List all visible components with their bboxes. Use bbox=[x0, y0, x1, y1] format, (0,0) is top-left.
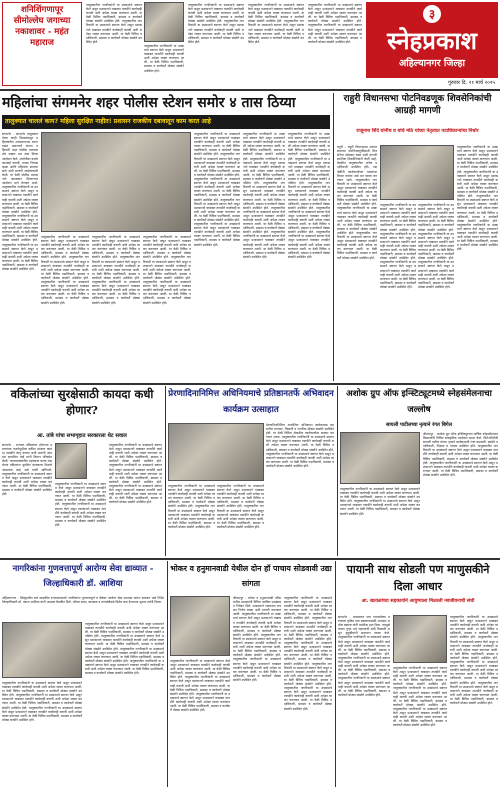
ashok-body-column-1: श्रीरामपूर - अशोक ग्रुप ऑफ इन्स्टिट्यूटच्या वार्षिक स्नेहसंमेलनात विद्यार्थ्यांनी विविध सांस्कृतिक कार्यक्रम सादर केले. सिनेअभिनेत्री सायली पाटील यांच्या नृत्याने कार्यक्रमाची रंगत वाढवली. संस्थेचे पदाधिकारी, शिक्षक व पालक उपस्थित होते. तालुक्यातील नागरिकांनी या उपक्रमाचे स्वागत केले असून प्रशासनाने याबाबत तातडीने कार्यवाही करावी अशी अपेक्षा व्यक्त करण्यात आली. या वेळी विविध पदाधिकारी, ग्रामस्थ व कार्यकर्ते मोठ्या संख्येने उपस्थित होते. तालुक्यातील नागरिकांनी या उपक्रमाचे स्वागत केले असून प्रशासनाने याबाबत तातडीने कार्यवाही करावी अशी अपेक्षा व्यक्त करण्यात आली. या वेळी विविध पदाधिकारी, ग्रामस्थ व कार्यकर्ते मोठ्या संख्येने उपस्थित होते. bbox=[423, 432, 498, 477]
top-story-column-5: तालुक्यातील नागरिकांनी या उपक्रमाचे स्वागत केले असून प्रशासनाने याबाबत तातडीने कार्यवाही करावी अशी अपेक्षा व्यक्त करण्यात आली. या वेळी विविध पदाधिकारी, ग्रामस्थ व कार्यकर्ते मोठ्या संख्येने उपस्थित होते. तालुक्यातील नागरिकांनी या उपक्रमाचे स्वागत केले असून प्रशासनाने याबाबत तातडीने कार्यवाही करावी अशी अपेक्षा व्यक्त करण्यात आली. या वेळी विविध पदाधिकारी, ग्रामस्थ व कार्यकर्ते मोठ्या संख्येने उपस्थित होते. bbox=[308, 3, 362, 44]
section-divider-v2 bbox=[337, 386, 338, 556]
page-number: ३ bbox=[428, 7, 436, 21]
lead-body-column-2: तालुक्यातील नागरिकांनी या उपक्रमाचे स्वागत केले असून प्रशासनाने याबाबत तातडीने कार्यवाही करावी अशी अपेक्षा व्यक्त करण्यात आली. या वेळी विविध पदाधिकारी, ग्रामस्थ व कार्यकर्ते मोठ्या संख्येने उपस्थित होते. तालुक्यातील नागरिकांनी या उपक्रमाचे स्वागत केले असून प्रशासनाने याबाबत तातडीने कार्यवाही करावी अशी अपेक्षा व्यक्त करण्यात आली. या वेळी विविध पदाधिकारी, ग्रामस्थ व कार्यकर्ते मोठ्या संख्येने उपस्थित होते. तालुक्यातील नागरिकांनी या उपक्रमाचे स्वागत केले असून प्रशासनाने याबाबत तातडीने कार्यवाही करावी अशी अपेक्षा व्यक्त करण्यात आली. या वेळी विविध पदाधिकारी, ग्रामस्थ व कार्यकर्ते मोठ्या संख्येने उपस्थित होते. bbox=[41, 235, 89, 305]
wakil-body-column-1: संगमनेर - राज्यात वकिलांवर होणाऱ्या हल्ल्यांच्या पार्श्वभूमीवर वकील संरक्षण कायदा तातडीने लागू करावा अशी मागणी आमदार सत्यजित तांबे यांनी विधान परिषदेत केली. न्यायव्यवस्थेतील महत्त्वाचा घटक असलेल्या वकिलांना सुरक्षित वातावरण मिळणे आवश्यक आहे असे त्यांनी सांगितले. तालुक्यातील नागरिकांनी या उपक्रमाचे स्वागत केले असून प्रशासनाने याबाबत तातडीने कार्यवाही करावी अशी अपेक्षा व्यक्त करण्यात आली. या वेळी विविध पदाधिकारी, ग्रामस्थ व कार्यकर्ते मोठ्या संख्येने उपस्थित होते. bbox=[2, 443, 52, 497]
health-photo bbox=[2, 622, 82, 678]
lead-subhead: तालुक्यात चाललं काय? महिला सुरक्षित नाहीत! प्रशासन राजकीय दबावातून काम करत आहे bbox=[5, 118, 211, 125]
masthead bbox=[366, 2, 498, 86]
bhokar-body-column-2: तालुक्यातील नागरिकांनी या उपक्रमाचे स्वागत केले असून प्रशासनाने याबाबत तातडीने कार्यवाही करावी अशी अपेक्षा व्यक्त करण्यात आली. या वेळी विविध पदाधिकारी, ग्रामस्थ व कार्यकर्ते मोठ्या संख्येने उपस्थित होते. तालुक्यातील नागरिकांनी या उपक्रमाचे स्वागत केले असून प्रशासनाने याबाबत तातडीने कार्यवाही करावी अशी अपेक्षा व्यक्त करण्यात आली. या वेळी विविध पदाधिकारी, ग्रामस्थ व कार्यकर्ते मोठ्या संख्येने उपस्थित होते. तालुक्यातील नागरिकांनी या उपक्रमाचे स्वागत केले असून प्रशासनाने याबाबत तातडीने कार्यवाही करावी अशी अपेक्षा व्यक्त करण्यात आली. या वेळी विविध पदाधिकारी, ग्रामस्थ व कार्यकर्ते मोठ्या संख्येने उपस्थित होते. तालुक्यातील नागरिकांनी या उपक्रमाचे स्वागत केले असून प्रशासनाने याबाबत तातडीने कार्यवाही करावी अशी अपेक्षा व्यक्त करण्यात आली. या वेळी विविध पदाधिकारी, ग्रामस्थ व कार्यकर्ते मोठ्या संख्येने उपस्थित होते. तालुक्यातील नागरिकांनी या उपक्रमाचे स्वागत केले असून प्रशासनाने याबाबत तातडीने कार्यवाही करावी अशी अपेक्षा व्यक्त करण्यात आली. या वेळी विविध पदाधिकारी, ग्रामस्थ व कार्यकर्ते मोठ्या संख्येने उपस्थित होते. bbox=[284, 596, 332, 711]
top-story-column-3: तालुक्यातील नागरिकांनी या उपक्रमाचे स्वागत केले असून प्रशासनाने याबाबत तातडीने कार्यवाही करावी अशी अपेक्षा व्यक्त करण्यात आली. या वेळी विविध पदाधिकारी, ग्रामस्थ व कार्यकर्ते मोठ्या संख्येने उपस्थित होते. तालुक्यातील नागरिकांनी या उपक्रमाचे स्वागत केले असून प्रशासनाने याबाबत तातडीने कार्यवाही करावी अशी अपेक्षा व्यक्त करण्यात आली. या वेळी विविध पदाधिकारी, ग्रामस्थ व कार्यकर्ते मोठ्या संख्येने उपस्थित होते. bbox=[188, 3, 244, 44]
wakil-headline: वकिलांच्या सुरक्षेसाठी कायदा कधी होणार? bbox=[10, 387, 154, 417]
bhokar-body-column-1: श्रीरामपूर - भोकर व हनुमानवाडी परिसरातील ग्रामस्थांनी विविध प्रलंबित प्रश्नांबाबत निवेदन दिले. प्रशासनाने लवकरात लवकर निर्णय घ्यावा अशी मागणी करण्यात आली. तालुक्यातील नागरिकांनी या उपक्रमाचे स्वागत केले असून प्रशासनाने याबाबत तातडीने कार्यवाही करावी अशी अपेक्षा व्यक्त करण्यात आली. या वेळी विविध पदाधिकारी, ग्रामस्थ व कार्यकर्ते मोठ्या संख्येने उपस्थित होते. तालुक्यातील नागरिकांनी या उपक्रमाचे स्वागत केले असून प्रशासनाने याबाबत तातडीने कार्यवाही करावी अशी अपेक्षा व्यक्त करण्यात आली. या वेळी विविध पदाधिकारी, ग्रामस्थ व कार्यकर्ते मोठ्या संख्येने उपस्थित होते. तालुक्यातील नागरिकांनी या उपक्रमाचे स्वागत केले असून प्रशासनाने याबाबत तातडीने कार्यवाही करावी अशी अपेक्षा व्यक्त करण्यात आली. या वेळी विविध पदाधिकारी, ग्रामस्थ व कार्यकर्ते मोठ्या संख्येने उपस्थित होते. bbox=[233, 596, 281, 682]
section-divider-v3 bbox=[167, 561, 168, 787]
water-photo bbox=[393, 615, 447, 663]
section-divider-2 bbox=[0, 558, 500, 560]
rahuri-body-column-3: तालुक्यातील नागरिकांनी या उपक्रमाचे स्वागत केले असून प्रशासनाने याबाबत तातडीने कार्यवाही करावी अशी अपेक्षा व्यक्त करण्यात आली. या वेळी विविध पदाधिकारी, ग्रामस्थ व कार्यकर्ते मोठ्या संख्येने उपस्थित होते. तालुक्यातील नागरिकांनी या उपक्रमाचे स्वागत केले असून प्रशासनाने याबाबत तातडीने कार्यवाही करावी अशी अपेक्षा व्यक्त करण्यात आली. या वेळी विविध पदाधिकारी, ग्रामस्थ व कार्यकर्ते मोठ्या संख्येने उपस्थित होते. तालुक्यातील नागरिकांनी या उपक्रमाचे स्वागत केले असून प्रशासनाने याबाबत तातडीने कार्यवाही करावी अशी अपेक्षा व्यक्त करण्यात आली. या वेळी विविध पदाधिकारी, ग्रामस्थ व कार्यकर्ते मोठ्या संख्येने उपस्थित होते. bbox=[418, 203, 454, 289]
wakil-subhead: आ. तांबे यांचा सभागृहात सरकारला थेट सवाल bbox=[37, 433, 127, 439]
section-divider-v4 bbox=[335, 561, 336, 787]
water-body-column-3: तालुक्यातील नागरिकांनी या उपक्रमाचे स्वागत केले असून प्रशासनाने याबाबत तातडीने कार्यवाही करावी अशी अपेक्षा व्यक्त करण्यात आली. या वेळी विविध पदाधिकारी, ग्रामस्थ व कार्यकर्ते मोठ्या संख्येने उपस्थित होते. तालुक्यातील नागरिकांनी या उपक्रमाचे स्वागत केले असून प्रशासनाने याबाबत तातडीने कार्यवाही करावी अशी अपेक्षा व्यक्त करण्यात आली. या वेळी विविध पदाधिकारी, ग्रामस्थ व कार्यकर्ते मोठ्या संख्येने उपस्थित होते. तालुक्यातील नागरिकांनी या उपक्रमाचे स्वागत केले असून प्रशासनाने याबाबत तातडीने कार्यवाही करावी अशी अपेक्षा व्यक्त करण्यात आली. या वेळी विविध पदाधिकारी, ग्रामस्थ व कार्यकर्ते मोठ्या संख्येने उपस्थित होते. तालुक्यातील नागरिकांनी या उपक्रमाचे स्वागत केले असून प्रशासनाने याबाबत तातडीने कार्यवाही करावी अशी अपेक्षा व्यक्त करण्यात आली. या वेळी विविध पदाधिकारी, ग्रामस्थ व कार्यकर्ते मोठ्या संख्येने उपस्थित होते. bbox=[450, 615, 498, 705]
health-body-column-1: अहिल्यानगर - जिल्ह्यातील सर्व शासकीय रुग्णालयांमध्ये नागरिकांना गुणवत्तापूर्ण व वेळेवर आरोग्य सेवा उपलब्ध करून द्याव्यात असे निर्देश जिल्हाधिकारी डॉ. पंकज आशिया यांनी आढावा बैठकीत दिले. औषध साठा, स्वच्छता व रुग्णसेवेकडे विशेष लक्ष देण्याच्या सूचना त्यांनी दिल्या. bbox=[2, 596, 164, 605]
masthead-divider bbox=[0, 89, 500, 91]
water-body-column-1: संगमनेर - अपघातात पाय गमावलेल्या तरुणाला कृत्रिम पाय बसवण्यासाठी आमदार अमोल खताळ यांनी मदतीचा हात दिला. त्यामुळे त्याला पुन्हा उभे राहण्याची संधी मिळाली असून कुटुंबीयांनी समाधान व्यक्त केले. तालुक्यातील नागरिकांनी या उपक्रमाचे स्वागत केले असून प्रशासनाने याबाबत तातडीने कार्यवाही करावी अशी अपेक्षा व्यक्त करण्यात आली. या वेळी विविध पदाधिकारी, ग्रामस्थ व कार्यकर्ते मोठ्या संख्येने उपस्थित होते. तालुक्यातील नागरिकांनी या उपक्रमाचे स्वागत केले असून प्रशासनाने याबाबत तातडीने कार्यवाही करावी अशी अपेक्षा व्यक्त करण्यात आली. या वेळी विविध पदाधिकारी, ग्रामस्थ व कार्यकर्ते मोठ्या संख्येने उपस्थित होते. तालुक्यातील नागरिकांनी या उपक्रमाचे स्वागत केले असून प्रशासनाने याबाबत तातडीने कार्यवाही करावी अशी अपेक्षा व्यक्त करण्यात आली. या वेळी विविध पदाधिकारी, ग्रामस्थ व कार्यकर्ते मोठ्या संख्येने उपस्थित होते. bbox=[338, 615, 390, 697]
rahuri-photo bbox=[380, 145, 454, 200]
rahuri-subhead: राजूनाथ शिंदे यांनीच व यांचे मोठे यांच्या नेतृत्वात पदाधिकाऱ्यांचा निर्धार bbox=[356, 129, 479, 134]
health-body-column-2: तालुक्यातील नागरिकांनी या उपक्रमाचे स्वागत केले असून प्रशासनाने याबाबत तातडीने कार्यवाही करावी अशी अपेक्षा व्यक्त करण्यात आली. या वेळी विविध पदाधिकारी, ग्रामस्थ व कार्यकर्ते मोठ्या संख्येने उपस्थित होते. तालुक्यातील नागरिकांनी या उपक्रमाचे स्वागत केले असून प्रशासनाने याबाबत तातडीने कार्यवाही करावी अशी अपेक्षा व्यक्त करण्यात आली. या वेळी विविध पदाधिकारी, ग्रामस्थ व कार्यकर्ते मोठ्या संख्येने उपस्थित होते. तालुक्यातील नागरिकांनी या उपक्रमाचे स्वागत केले असून प्रशासनाने याबाबत तातडीने कार्यवाही करावी अशी अपेक्षा व्यक्त करण्यात आली. या वेळी विविध पदाधिकारी, ग्रामस्थ व कार्यकर्ते मोठ्या संख्येने उपस्थित होते. तालुक्यातील नागरिकांनी या उपक्रमाचे स्वागत केले असून प्रशासनाने याबाबत तातडीने कार्यवाही करावी अशी अपेक्षा व्यक्त करण्यात आली. या वेळी विविध पदाधिकारी, ग्रामस्थ व कार्यकर्ते मोठ्या संख्येने उपस्थित होते. bbox=[85, 622, 164, 676]
rahuri-body-column-1: राहुरी - राहुरी विधानसभा मतदारसंघाच्या पोटनिवडणुकीसाठी शिवसेनेचा उमेदवार द्यावा अशी मागणी स्थानिक शिवसैनिकांनी केली आहे. बैठकीत तालुक्यातील अनेक पदाधिकारी उपस्थित होते. पक्षश्रेष्ठींनी कार्यकर्त्यांच्या भावनांचा विचार करावा असे मत व्यक्त करण्यात आले. तालुक्यातील नागरिकांनी या उपक्रमाचे स्वागत केले असून प्रशासनाने याबाबत तातडीने कार्यवाही करावी अशी अपेक्षा व्यक्त करण्यात आली. या वेळी विविध पदाधिकारी, ग्रामस्थ व कार्यकर्ते मोठ्या संख्येने उपस्थित होते. तालुक्यातील नागरिकांनी या उपक्रमाचे स्वागत केले असून प्रशासनाने याबाबत तातडीने कार्यवाही करावी अशी अपेक्षा व्यक्त करण्यात आली. या वेळी विविध पदाधिकारी, ग्रामस्थ व कार्यकर्ते मोठ्या संख्येने उपस्थित होते. तालुक्यातील नागरिकांनी या उपक्रमाचे स्वागत केले असून प्रशासनाने याबाबत तातडीने कार्यवाही करावी अशी अपेक्षा व्यक्त करण्यात आली. या वेळी विविध पदाधिकारी, ग्रामस्थ व कार्यकर्ते मोठ्या संख्येने उपस्थित होते. bbox=[337, 145, 377, 260]
health-body-column-3: तालुक्यातील नागरिकांनी या उपक्रमाचे स्वागत केले असून प्रशासनाने याबाबत तातडीने कार्यवाही करावी अशी अपेक्षा व्यक्त करण्यात आली. या वेळी विविध पदाधिकारी, ग्रामस्थ व कार्यकर्ते मोठ्या संख्येने उपस्थित होते. तालुक्यातील नागरिकांनी या उपक्रमाचे स्वागत केले असून प्रशासनाने याबाबत तातडीने कार्यवाही करावी अशी अपेक्षा व्यक्त करण्यात आली. या वेळी विविध पदाधिकारी, ग्रामस्थ व कार्यकर्ते मोठ्या संख्येने उपस्थित होते. तालुक्यातील नागरिकांनी या उपक्रमाचे स्वागत केले असून प्रशासनाने याबाबत तातडीने कार्यवाही करावी अशी अपेक्षा व्यक्त करण्यात आली. या वेळी विविध पदाधिकारी, ग्रामस्थ व कार्यकर्ते मोठ्या संख्येने उपस्थित होते. bbox=[2, 681, 82, 722]
water-body-column-2: तालुक्यातील नागरिकांनी या उपक्रमाचे स्वागत केले असून प्रशासनाने याबाबत तातडीने कार्यवाही करावी अशी अपेक्षा व्यक्त करण्यात आली. या वेळी विविध पदाधिकारी, ग्रामस्थ व कार्यकर्ते मोठ्या संख्येने उपस्थित होते. तालुक्यातील नागरिकांनी या उपक्रमाचे स्वागत केले असून प्रशासनाने याबाबत तातडीने कार्यवाही करावी अशी अपेक्षा व्यक्त करण्यात आली. या वेळी विविध पदाधिकारी, ग्रामस्थ व कार्यकर्ते मोठ्या संख्येने उपस्थित होते. तालुक्यातील नागरिकांनी या उपक्रमाचे स्वागत केले असून प्रशासनाने याबाबत तातडीने कार्यवाही करावी अशी अपेक्षा व्यक्त करण्यात आली. या वेळी विविध पदाधिकारी, ग्रामस्थ व कार्यकर्ते मोठ्या संख्येने उपस्थित होते. bbox=[393, 666, 447, 728]
section-divider-1 bbox=[0, 383, 500, 385]
lead-body-column-3: तालुक्यातील नागरिकांनी या उपक्रमाचे स्वागत केले असून प्रशासनाने याबाबत तातडीने कार्यवाही करावी अशी अपेक्षा व्यक्त करण्यात आली. या वेळी विविध पदाधिकारी, ग्रामस्थ व कार्यकर्ते मोठ्या संख्येने उपस्थित होते. तालुक्यातील नागरिकांनी या उपक्रमाचे स्वागत केले असून प्रशासनाने याबाबत तातडीने कार्यवाही करावी अशी अपेक्षा व्यक्त करण्यात आली. या वेळी विविध पदाधिकारी, ग्रामस्थ व कार्यकर्ते मोठ्या संख्येने उपस्थित होते. तालुक्यातील नागरिकांनी या उपक्रमाचे स्वागत केले असून प्रशासनाने याबाबत तातडीने कार्यवाही करावी अशी अपेक्षा व्यक्त करण्यात आली. या वेळी विविध पदाधिकारी, ग्रामस्थ व कार्यकर्ते मोठ्या संख्येने उपस्थित होते. bbox=[92, 235, 140, 305]
top-story-photo bbox=[144, 2, 184, 42]
top-story-column-1: तालुक्यातील नागरिकांनी या उपक्रमाचे स्वागत केले असून प्रशासनाने याबाबत तातडीने कार्यवाही करावी अशी अपेक्षा व्यक्त करण्यात आली. या वेळी विविध पदाधिकारी, ग्रामस्थ व कार्यकर्ते मोठ्या संख्येने उपस्थित होते. तालुक्यातील नागरिकांनी या उपक्रमाचे स्वागत केले असून प्रशासनाने याबाबत तातडीने कार्यवाही करावी अशी अपेक्षा व्यक्त करण्यात आली. या वेळी विविध पदाधिकारी, ग्रामस्थ व कार्यकर्ते मोठ्या संख्येने उपस्थित होते. bbox=[86, 3, 142, 44]
lead-body-column-1: संगमनेर - संगमनेर तालुक्यात गेल्या काही दिवसांपासून महिलांवरील अत्याचाराच्या घटना वाढत असल्याने संतप्त महिलांनी शहर पोलीस ठाण्यासमोर तब्बल चार तास ठिय्या आंदोलन केले. आरोपींवर कठोर कारवाई करावी, तपास निष्पक्ष व्हावा आणि महिलांना संरक्षण द्यावे अशी मागणी आंदोलकांनी केली. या वेळी पोलीस प्रशासनाने आश्वासन दिल्यानंतर आंदोलन मागे घेण्यात आले. तालुक्यातील नागरिकांनी या उपक्रमाचे स्वागत केले असून प्रशासनाने याबाबत तातडीने कार्यवाही करावी अशी अपेक्षा व्यक्त करण्यात आली. या वेळी विविध पदाधिकारी, ग्रामस्थ व कार्यकर्ते मोठ्या संख्येने उपस्थित होते. तालुक्यातील नागरिकांनी या उपक्रमाचे स्वागत केले असून प्रशासनाने याबाबत तातडीने कार्यवाही करावी अशी अपेक्षा व्यक्त करण्यात आली. या वेळी विविध पदाधिकारी, ग्रामस्थ व कार्यकर्ते मोठ्या संख्येने उपस्थित होते. तालुक्यातील नागरिकांनी या उपक्रमाचे स्वागत केले असून प्रशासनाने याबाबत तातडीने कार्यवाही करावी अशी अपेक्षा व्यक्त करण्यात आली. या वेळी विविध पदाधिकारी, ग्रामस्थ व कार्यकर्ते मोठ्या संख्येने उपस्थित होते. bbox=[2, 132, 38, 272]
ashok-subhead: सायली पाटीलच्या नृत्याने रंगत बिगेल bbox=[386, 422, 452, 428]
wakil-body-column-3: तालुक्यातील नागरिकांनी या उपक्रमाचे स्वागत केले असून प्रशासनाने याबाबत तातडीने कार्यवाही करावी अशी अपेक्षा व्यक्त करण्यात आली. या वेळी विविध पदाधिकारी, ग्रामस्थ व कार्यकर्ते मोठ्या संख्येने उपस्थित होते. तालुक्यातील नागरिकांनी या उपक्रमाचे स्वागत केले असून प्रशासनाने याबाबत तातडीने कार्यवाही करावी अशी अपेक्षा व्यक्त करण्यात आली. या वेळी विविध पदाधिकारी, ग्रामस्थ व कार्यकर्ते मोठ्या संख्येने उपस्थित होते. तालुक्यातील नागरिकांनी या उपक्रमाचे स्वागत केले असून प्रशासनाने याबाबत तातडीने कार्यवाही करावी अशी अपेक्षा व्यक्त करण्यात आली. या वेळी विविध पदाधिकारी, ग्रामस्थ व कार्यकर्ते मोठ्या संख्येने उपस्थित होते. bbox=[109, 443, 162, 505]
prerana-photo bbox=[168, 423, 264, 481]
bhokar-photo bbox=[170, 596, 230, 656]
top-story-column-4: तालुक्यातील नागरिकांनी या उपक्रमाचे स्वागत केले असून प्रशासनाने याबाबत तातडीने कार्यवाही करावी अशी अपेक्षा व्यक्त करण्यात आली. या वेळी विविध पदाधिकारी, ग्रामस्थ व कार्यकर्ते मोठ्या संख्येने उपस्थित होते. तालुक्यातील नागरिकांनी या उपक्रमाचे स्वागत केले असून प्रशासनाने याबाबत तातडीने कार्यवाही करावी अशी अपेक्षा व्यक्त करण्यात आली. या वेळी विविध पदाधिकारी, ग्रामस्थ व कार्यकर्ते मोठ्या संख्येने उपस्थित होते. bbox=[248, 3, 304, 44]
prerana-headline: प्रेरणादिनानिमित्त अधिनियमाचे प्रतिष्ठानतर्फे अभिवादन कार्यक्रम उत्साहात bbox=[168, 389, 334, 415]
health-headline: नागरिकांना गुणवत्तापूर्ण आरोग्य सेवा द्याव्यात - जिल्हाधिकारी डॉ. आशिया bbox=[12, 563, 154, 588]
bhokar-headline: भोकर व हनुमानवाडी येथील दोन हॉ पाचाय सोडवावी उद्या सांगता bbox=[170, 564, 332, 588]
wakil-body-column-2: तालुक्यातील नागरिकांनी या उपक्रमाचे स्वागत केले असून प्रशासनाने याबाबत तातडीने कार्यवाही करावी अशी अपेक्षा व्यक्त करण्यात आली. या वेळी विविध पदाधिकारी, ग्रामस्थ व कार्यकर्ते मोठ्या संख्येने उपस्थित होते. तालुक्यातील नागरिकांनी या उपक्रमाचे स्वागत केले असून प्रशासनाने याबाबत तातडीने कार्यवाही करावी अशी अपेक्षा व्यक्त करण्यात आली. या वेळी विविध पदाधिकारी, ग्रामस्थ व कार्यकर्ते मोठ्या संख्येने उपस्थित होते. bbox=[55, 482, 106, 527]
top-promo-box bbox=[2, 2, 82, 86]
lead-body-column-5: तालुक्यातील नागरिकांनी या उपक्रमाचे स्वागत केले असून प्रशासनाने याबाबत तातडीने कार्यवाही करावी अशी अपेक्षा व्यक्त करण्यात आली. या वेळी विविध पदाधिकारी, ग्रामस्थ व कार्यकर्ते मोठ्या संख्येने उपस्थित होते. तालुक्यातील नागरिकांनी या उपक्रमाचे स्वागत केले असून प्रशासनाने याबाबत तातडीने कार्यवाही करावी अशी अपेक्षा व्यक्त करण्यात आली. या वेळी विविध पदाधिकारी, ग्रामस्थ व कार्यकर्ते मोठ्या संख्येने उपस्थित होते. तालुक्यातील नागरिकांनी या उपक्रमाचे स्वागत केले असून प्रशासनाने याबाबत तातडीने कार्यवाही करावी अशी अपेक्षा व्यक्त करण्यात आली. या वेळी विविध पदाधिकारी, ग्रामस्थ व कार्यकर्ते मोठ्या संख्येने उपस्थित होते. तालुक्यातील नागरिकांनी या उपक्रमाचे स्वागत केले असून प्रशासनाने याबाबत तातडीने कार्यवाही करावी अशी अपेक्षा व्यक्त करण्यात आली. या वेळी विविध पदाधिकारी, ग्रामस्थ व कार्यकर्ते मोठ्या संख्येने उपस्थित होते. तालुक्यातील नागरिकांनी या उपक्रमाचे स्वागत केले असून प्रशासनाने याबाबत तातडीने कार्यवाही करावी अशी अपेक्षा व्यक्त करण्यात आली. या वेळी विविध पदाधिकारी, ग्रामस्थ व कार्यकर्ते मोठ्या संख्येने उपस्थित होते. bbox=[194, 132, 240, 247]
water-subhead: आ. खताळांच्या सहकार्याने आयुष्याला मिळाली नवजीवनाची संधी bbox=[361, 599, 475, 604]
top-story-column-2: तालुक्यातील नागरिकांनी या उपक्रमाचे स्वागत केले असून प्रशासनाने याबाबत तातडीने कार्यवाही करावी अशी अपेक्षा व्यक्त करण्यात आली. या वेळी विविध पदाधिकारी, ग्रामस्थ व कार्यकर्ते मोठ्या संख्येने उपस्थित होते. bbox=[144, 44, 184, 73]
lead-subhead-bar bbox=[2, 115, 330, 129]
ashok-body-column-2: तालुक्यातील नागरिकांनी या उपक्रमाचे स्वागत केले असून प्रशासनाने याबाबत तातडीने कार्यवाही करावी अशी अपेक्षा व्यक्त करण्यात आली. या वेळी विविध पदाधिकारी, ग्रामस्थ व कार्यकर्ते मोठ्या संख्येने उपस्थित होते. तालुक्यातील नागरिकांनी या उपक्रमाचे स्वागत केले असून प्रशासनाने याबाबत तातडीने कार्यवाही करावी अशी अपेक्षा व्यक्त करण्यात आली. या वेळी विविध पदाधिकारी, ग्रामस्थ व कार्यकर्ते मोठ्या संख्येने उपस्थित होते. bbox=[340, 487, 420, 516]
brand-name: स्नेहप्रकाश bbox=[387, 26, 477, 55]
lead-headline: महिलांचा संगमनेर शहर पोलीस स्टेशन समोर ४ तास ठिय्या bbox=[2, 95, 296, 111]
ashok-headline: अशोक ग्रुप ऑफ इन्स्टिट्यूटमध्ये स्नेहसंमेलनाचा जल्लोष bbox=[346, 389, 492, 415]
brand-tagline: अहिल्यानगर जिल्हा bbox=[399, 58, 465, 69]
lead-body-column-6: तालुक्यातील नागरिकांनी या उपक्रमाचे स्वागत केले असून प्रशासनाने याबाबत तातडीने कार्यवाही करावी अशी अपेक्षा व्यक्त करण्यात आली. या वेळी विविध पदाधिकारी, ग्रामस्थ व कार्यकर्ते मोठ्या संख्येने उपस्थित होते. तालुक्यातील नागरिकांनी या उपक्रमाचे स्वागत केले असून प्रशासनाने याबाबत तातडीने कार्यवाही करावी अशी अपेक्षा व्यक्त करण्यात आली. या वेळी विविध पदाधिकारी, ग्रामस्थ व कार्यकर्ते मोठ्या संख्येने उपस्थित होते. तालुक्यातील नागरिकांनी या उपक्रमाचे स्वागत केले असून प्रशासनाने याबाबत तातडीने कार्यवाही करावी अशी अपेक्षा व्यक्त करण्यात आली. या वेळी विविध पदाधिकारी, ग्रामस्थ व कार्यकर्ते मोठ्या संख्येने उपस्थित होते. तालुक्यातील नागरिकांनी या उपक्रमाचे स्वागत केले असून प्रशासनाने याबाबत तातडीने कार्यवाही करावी अशी अपेक्षा व्यक्त करण्यात आली. या वेळी विविध पदाधिकारी, ग्रामस्थ व कार्यकर्ते मोठ्या संख्येने उपस्थित होते. तालुक्यातील नागरिकांनी या उपक्रमाचे स्वागत केले असून प्रशासनाने याबाबत तातडीने कार्यवाही करावी अशी अपेक्षा व्यक्त करण्यात आली. या वेळी विविध पदाधिकारी, ग्रामस्थ व कार्यकर्ते मोठ्या संख्येने उपस्थित होते. bbox=[243, 132, 285, 259]
rahuri-body-column-2: तालुक्यातील नागरिकांनी या उपक्रमाचे स्वागत केले असून प्रशासनाने याबाबत तातडीने कार्यवाही करावी अशी अपेक्षा व्यक्त करण्यात आली. या वेळी विविध पदाधिकारी, ग्रामस्थ व कार्यकर्ते मोठ्या संख्येने उपस्थित होते. तालुक्यातील नागरिकांनी या उपक्रमाचे स्वागत केले असून प्रशासनाने याबाबत तातडीने कार्यवाही करावी अशी अपेक्षा व्यक्त करण्यात आली. या वेळी विविध पदाधिकारी, ग्रामस्थ व कार्यकर्ते मोठ्या संख्येने उपस्थित होते. तालुक्यातील नागरिकांनी या उपक्रमाचे स्वागत केले असून प्रशासनाने याबाबत तातडीने कार्यवाही करावी अशी अपेक्षा व्यक्त करण्यात आली. या वेळी विविध पदाधिकारी, ग्रामस्थ व कार्यकर्ते मोठ्या संख्येने उपस्थित होते. bbox=[380, 203, 416, 289]
top-promo-text: शनिशिंगणापूर सीमोल्लेघ जगाच्या नकाशावर - महंत महाराज bbox=[13, 5, 71, 48]
rahuri-headline: राहुरी विधानसभा पोटनिवडणूक शिवसेनिकांची आग्रही मागणी bbox=[343, 94, 492, 116]
prerana-body-column-3: तालुक्यातील नागरिकांनी या उपक्रमाचे स्वागत केले असून प्रशासनाने याबाबत तातडीने कार्यवाही करावी अशी अपेक्षा व्यक्त करण्यात आली. या वेळी विविध पदाधिकारी, ग्रामस्थ व कार्यकर्ते मोठ्या संख्येने उपस्थित होते. तालुक्यातील नागरिकांनी या उपक्रमाचे स्वागत केले असून प्रशासनाने याबाबत तातडीने कार्यवाही करावी अशी अपेक्षा व्यक्त करण्यात आली. या वेळी विविध पदाधिकारी, ग्रामस्थ व कार्यकर्ते मोठ्या संख्येने उपस्थित होते. bbox=[217, 484, 264, 529]
prerana-body-column-1: प्रेरणादिनानिमित्त आयोजित अभिवादन कार्यक्रमास शहरातील मान्यवर, विद्यार्थी व नागरिक मोठ्या संख्येने उपस्थित होते. या वेळी विविध क्षेत्रातील कार्यकर्त्यांचा सत्कार करण्यात आला. तालुक्यातील नागरिकांनी या उपक्रमाचे स्वागत केले असून प्रशासनाने याबाबत तातडीने कार्यवाही करावी अशी अपेक्षा व्यक्त करण्यात आली. या वेळी विविध पदाधिकारी, ग्रामस्थ व कार्यकर्ते मोठ्या संख्येने उपस्थित होते. तालुक्यातील नागरिकांनी या उपक्रमाचे स्वागत केले असून प्रशासनाने याबाबत तातडीने कार्यवाही करावी अशी अपेक्षा व्यक्त करण्यात आली. या वेळी विविध पदाधिकारी, ग्रामस्थ व कार्यकर्ते मोठ्या संख्येने उपस्थित होते. bbox=[266, 423, 334, 468]
wakil-photo bbox=[55, 443, 87, 479]
lead-body-column-4: तालुक्यातील नागरिकांनी या उपक्रमाचे स्वागत केले असून प्रशासनाने याबाबत तातडीने कार्यवाही करावी अशी अपेक्षा व्यक्त करण्यात आली. या वेळी विविध पदाधिकारी, ग्रामस्थ व कार्यकर्ते मोठ्या संख्येने उपस्थित होते. तालुक्यातील नागरिकांनी या उपक्रमाचे स्वागत केले असून प्रशासनाने याबाबत तातडीने कार्यवाही करावी अशी अपेक्षा व्यक्त करण्यात आली. या वेळी विविध पदाधिकारी, ग्रामस्थ व कार्यकर्ते मोठ्या संख्येने उपस्थित होते. तालुक्यातील नागरिकांनी या उपक्रमाचे स्वागत केले असून प्रशासनाने याबाबत तातडीने कार्यवाही करावी अशी अपेक्षा व्यक्त करण्यात आली. या वेळी विविध पदाधिकारी, ग्रामस्थ व कार्यकर्ते मोठ्या संख्येने उपस्थित होते. bbox=[143, 235, 191, 305]
right-column-divider bbox=[333, 93, 334, 381]
lead-body-column-7: तालुक्यातील नागरिकांनी या उपक्रमाचे स्वागत केले असून प्रशासनाने याबाबत तातडीने कार्यवाही करावी अशी अपेक्षा व्यक्त करण्यात आली. या वेळी विविध पदाधिकारी, ग्रामस्थ व कार्यकर्ते मोठ्या संख्येने उपस्थित होते. तालुक्यातील नागरिकांनी या उपक्रमाचे स्वागत केले असून प्रशासनाने याबाबत तातडीने कार्यवाही करावी अशी अपेक्षा व्यक्त करण्यात आली. या वेळी विविध पदाधिकारी, ग्रामस्थ व कार्यकर्ते मोठ्या संख्येने उपस्थित होते. तालुक्यातील नागरिकांनी या उपक्रमाचे स्वागत केले असून प्रशासनाने याबाबत तातडीने कार्यवाही करावी अशी अपेक्षा व्यक्त करण्यात आली. या वेळी विविध पदाधिकारी, ग्रामस्थ व कार्यकर्ते मोठ्या संख्येने उपस्थित होते. तालुक्यातील नागरिकांनी या उपक्रमाचे स्वागत केले असून प्रशासनाने याबाबत तातडीने कार्यवाही करावी अशी अपेक्षा व्यक्त करण्यात आली. या वेळी विविध पदाधिकारी, ग्रामस्थ व कार्यकर्ते मोठ्या संख्येने उपस्थित होते. तालुक्यातील नागरिकांनी या उपक्रमाचे स्वागत केले असून प्रशासनाने याबाबत तातडीने कार्यवाही करावी अशी अपेक्षा व्यक्त करण्यात आली. या वेळी विविध पदाधिकारी, ग्रामस्थ व कार्यकर्ते मोठ्या संख्येने उपस्थित होते. bbox=[288, 132, 330, 259]
date-line: गुरुवार दि. २१ मार्च २०२५ bbox=[366, 78, 498, 88]
bhokar-body-column-3: तालुक्यातील नागरिकांनी या उपक्रमाचे स्वागत केले असून प्रशासनाने याबाबत तातडीने कार्यवाही करावी अशी अपेक्षा व्यक्त करण्यात आली. या वेळी विविध पदाधिकारी, ग्रामस्थ व कार्यकर्ते मोठ्या संख्येने उपस्थित होते. तालुक्यातील नागरिकांनी या उपक्रमाचे स्वागत केले असून प्रशासनाने याबाबत तातडीने कार्यवाही करावी अशी अपेक्षा व्यक्त करण्यात आली. या वेळी विविध पदाधिकारी, ग्रामस्थ व कार्यकर्ते मोठ्या संख्येने उपस्थित होते. तालुक्यातील नागरिकांनी या उपक्रमाचे स्वागत केले असून प्रशासनाने याबाबत तातडीने कार्यवाही करावी अशी अपेक्षा व्यक्त करण्यात आली. या वेळी विविध पदाधिकारी, ग्रामस्थ व कार्यकर्ते मोठ्या संख्येने उपस्थित होते. bbox=[170, 659, 230, 713]
water-headline: पायानी साथ सोडली पण माणुसकीने दिला आधार bbox=[346, 563, 490, 593]
rahuri-body-column-4: तालुक्यातील नागरिकांनी या उपक्रमाचे स्वागत केले असून प्रशासनाने याबाबत तातडीने कार्यवाही करावी अशी अपेक्षा व्यक्त करण्यात आली. या वेळी विविध पदाधिकारी, ग्रामस्थ व कार्यकर्ते मोठ्या संख्येने उपस्थित होते. तालुक्यातील नागरिकांनी या उपक्रमाचे स्वागत केले असून प्रशासनाने याबाबत तातडीने कार्यवाही करावी अशी अपेक्षा व्यक्त करण्यात आली. या वेळी विविध पदाधिकारी, ग्रामस्थ व कार्यकर्ते मोठ्या संख्येने उपस्थित होते. तालुक्यातील नागरिकांनी या उपक्रमाचे स्वागत केले असून प्रशासनाने याबाबत तातडीने कार्यवाही करावी अशी अपेक्षा व्यक्त करण्यात आली. या वेळी विविध पदाधिकारी, ग्रामस्थ व कार्यकर्ते मोठ्या संख्येने उपस्थित होते. तालुक्यातील नागरिकांनी या उपक्रमाचे स्वागत केले असून प्रशासनाने याबाबत तातडीने कार्यवाही करावी अशी अपेक्षा व्यक्त करण्यात आली. या वेळी विविध पदाधिकारी, ग्रामस्थ व कार्यकर्ते मोठ्या संख्येने उपस्थित होते. bbox=[457, 145, 498, 252]
page-number-badge bbox=[423, 5, 441, 23]
prerana-body-column-2: तालुक्यातील नागरिकांनी या उपक्रमाचे स्वागत केले असून प्रशासनाने याबाबत तातडीने कार्यवाही करावी अशी अपेक्षा व्यक्त करण्यात आली. या वेळी विविध पदाधिकारी, ग्रामस्थ व कार्यकर्ते मोठ्या संख्येने उपस्थित होते. तालुक्यातील नागरिकांनी या उपक्रमाचे स्वागत केले असून प्रशासनाने याबाबत तातडीने कार्यवाही करावी अशी अपेक्षा व्यक्त करण्यात आली. या वेळी विविध पदाधिकारी, ग्रामस्थ व कार्यकर्ते मोठ्या संख्येने उपस्थित होते. bbox=[168, 484, 215, 529]
lead-photo bbox=[41, 132, 191, 232]
section-divider-v1 bbox=[165, 386, 166, 556]
ashok-photo bbox=[340, 432, 420, 484]
